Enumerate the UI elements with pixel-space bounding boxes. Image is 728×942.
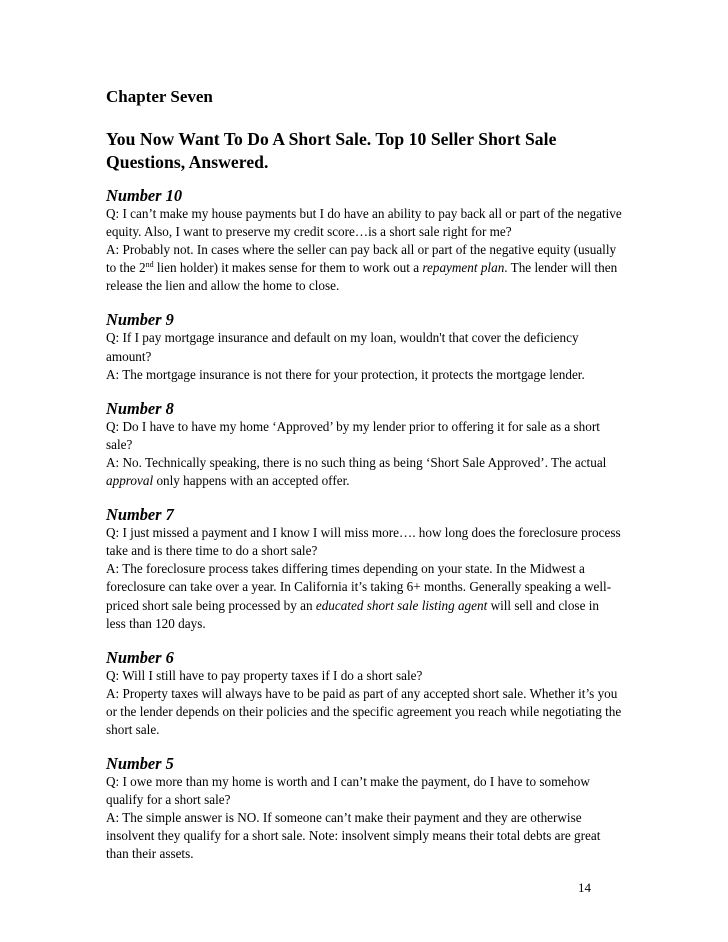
answer-text: A: The foreclosure process takes differing times depending on your state. In the Midwest a foreclosure can take over a year. In California it’s taking 6+ months. Generally speaking a well-priced short sale being processed by an educated short sale listing agent will sell and close in less than 120 days. xyxy=(106,561,612,631)
question-text: Q: Will I still have to pay property taxes if I do a short sale? xyxy=(106,667,423,683)
question-text: Q: I just missed a payment and I know I will miss more…. how long does the foreclosure process take and is there time to do a short sale? xyxy=(106,525,621,559)
section-number: Number 8 xyxy=(106,398,174,418)
faq-section-6 xyxy=(106,649,622,739)
section-number: Number 6 xyxy=(106,647,174,667)
faq-section-9 xyxy=(106,311,622,383)
page-number: 14 xyxy=(578,880,591,895)
question-text: Q: Do I have to have my home ‘Approved’ by my lender prior to offering it for sale as a short sale? xyxy=(106,418,600,452)
faq-section-5 xyxy=(106,755,622,863)
document-page xyxy=(106,86,622,864)
section-number: Number 10 xyxy=(106,186,183,205)
question-text: Q: If I pay mortgage insurance and default on my loan, wouldn't that cover the deficiency amount? xyxy=(106,330,579,364)
answer-text: A: No. Technically speaking, there is no such thing as being ‘Short Sale Approved’. The actual approval only happens with an accepted offer. xyxy=(106,454,607,489)
answer-text: A: The simple answer is NO. If someone can’t make their payment and they are otherwise insolvent they qualify for a short sale. Note: insolvent simply means their total debts are great than their assets. xyxy=(106,810,601,862)
faq-section-7 xyxy=(106,506,622,633)
question-text: Q: I can’t make my house payments but I do have an ability to pay back all or part of the negative equity. Also, I want to preserve my credit score…is a short sale right for me? xyxy=(106,206,622,240)
question-text: Q: I owe more than my home is worth and I can’t make the payment, do I have to somehow qualify for a short sale? xyxy=(106,774,590,808)
answer-text: A: Probably not. In cases where the seller can pay back all or part of the negative equity (usually to the 2nd lien holder) it makes sense for them to work out a repayment plan. The lender will then release the lien and allow the home to close. xyxy=(106,242,618,294)
answer-text: A: Property taxes will always have to be paid as part of any accepted short sale. Whether it’s you or the lender depends on their policies and the specific agreement you reach while negotiating the short sale. xyxy=(106,685,622,737)
section-number: Number 7 xyxy=(106,505,174,525)
faq-section-8 xyxy=(106,400,622,490)
section-number: Number 9 xyxy=(106,310,174,330)
page-title: You Now Want To Do A Short Sale. Top 10 Seller Short Sale Questions, Answered. xyxy=(106,129,557,172)
faq-section-10 xyxy=(106,187,622,295)
answer-text: A: The mortgage insurance is not there for your protection, it protects the mortgage lender. xyxy=(106,366,585,382)
chapter-heading: Chapter Seven xyxy=(106,87,213,106)
section-number: Number 5 xyxy=(106,754,174,774)
